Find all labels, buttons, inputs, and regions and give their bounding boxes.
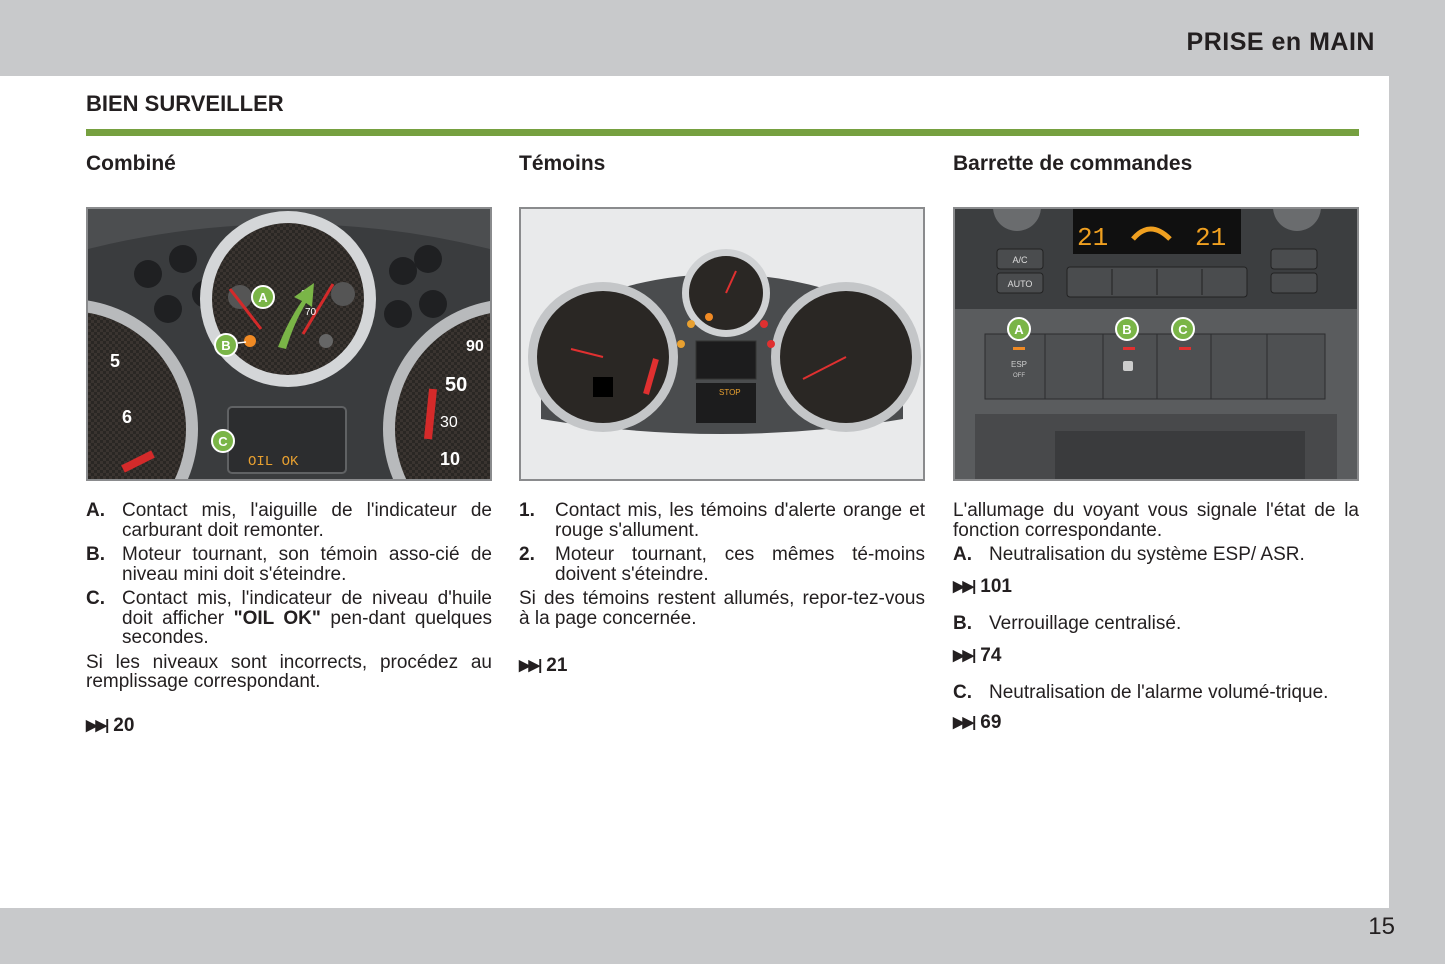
instrument-cluster-photo (86, 207, 492, 481)
chapter-title: PRISE en MAIN (1186, 28, 1375, 56)
list-item (86, 501, 492, 540)
section-title: BIEN SURVEILLER (86, 91, 284, 116)
page-reference-arrow-icon: ▶▶| (953, 646, 975, 664)
svg-text:A: A (1014, 322, 1024, 337)
page-reference-number: 101 (980, 575, 1012, 597)
item-text: Contact mis, l'aiguille de l'indicateur de carburant doit remonter. (122, 500, 492, 541)
item-text: Neutralisation du système ESP/ ASR. (989, 544, 1305, 565)
page-reference[interactable] (953, 713, 1359, 733)
page-reference-arrow-icon: ▶▶| (953, 713, 975, 731)
oil-ok-emphasis: "OIL OK" (233, 607, 321, 629)
item-text: Moteur tournant, son témoin asso-cié de niveau mini doit s'éteindre. (122, 544, 492, 585)
column-combine (86, 150, 492, 735)
callout-a (1008, 318, 1030, 340)
gauge-label: 50 (445, 374, 468, 396)
callout-b (1116, 318, 1138, 340)
list-item (86, 589, 492, 648)
list-item (953, 614, 1359, 634)
svg-text:B: B (221, 338, 231, 353)
list-item (519, 501, 925, 540)
warning-lights-photo (519, 207, 925, 481)
item-text: Neutralisation de l'alarme volumé-trique. (989, 682, 1329, 703)
callout-b (215, 334, 237, 356)
item-text: Verrouillage centralisé. (989, 613, 1182, 634)
intro-paragraph: L'allumage du voyant vous signale l'état de la fonction correspondante. (953, 500, 1359, 541)
gauge-label: 6 (122, 407, 133, 427)
note-paragraph: Si les niveaux sont incorrects, procédez au remplissage correspondant. (86, 651, 492, 692)
page-reference-number: 69 (980, 711, 1002, 733)
side-band (1389, 76, 1445, 908)
item-key: A. (953, 544, 972, 565)
item-key: B. (953, 613, 972, 634)
item-key: C. (953, 682, 972, 703)
column-text (86, 501, 492, 735)
footer-band (0, 908, 1445, 964)
stop-warning-text: STOP (719, 388, 741, 397)
page-reference[interactable] (86, 716, 492, 736)
gauge-label: 10 (440, 449, 461, 469)
item-key: 2. (519, 544, 535, 565)
page-reference-number: 20 (113, 714, 135, 736)
item-text: Contact mis, l'indicateur de niveau d'huile doit afficher "OIL OK" pen-dant quelques secondes. (122, 588, 493, 648)
gauge-label: 5 (110, 351, 121, 371)
oil-display-text: OIL OK (248, 454, 299, 470)
item-key: A. (86, 500, 105, 521)
column-temoins (519, 150, 925, 676)
page-reference-number: 21 (546, 655, 568, 676)
callout-c (212, 430, 234, 452)
page-reference-arrow-icon: ▶▶| (953, 577, 975, 595)
list-item (86, 545, 492, 584)
warning-light-icon (244, 335, 256, 347)
column-title: Témoins (519, 152, 606, 175)
esp-off-label: OFF (1013, 373, 1025, 379)
column-title: Barrette de commandes (953, 152, 1193, 175)
svg-text:C: C (1178, 322, 1188, 337)
svg-text:A: A (258, 290, 268, 305)
page-reference[interactable] (953, 646, 1359, 666)
column-title: Combiné (86, 152, 176, 175)
column-barrette (953, 150, 1359, 732)
gauge-label: 90 (466, 338, 484, 355)
page-reference-arrow-icon: ▶▶| (86, 716, 108, 734)
control-strip-photo (953, 207, 1359, 481)
page-reference[interactable] (953, 577, 1359, 597)
section-divider (86, 129, 1359, 136)
auto-button-label: AUTO (1007, 279, 1033, 289)
item-key: C. (86, 588, 105, 609)
ac-button-label: A/C (1012, 255, 1028, 265)
item-key: B. (86, 544, 105, 565)
column-text (519, 501, 925, 676)
list-item (519, 545, 925, 584)
page-number: 15 (1368, 913, 1395, 940)
item-text: Moteur tournant, ces mêmes té-moins doivent s'éteindre. (555, 544, 925, 585)
svg-text:C: C (218, 434, 228, 449)
page-reference[interactable] (519, 656, 925, 676)
item-text: Contact mis, les témoins d'alerte orange et rouge s'allument. (555, 500, 925, 541)
note-paragraph: Si des témoins restent allumés, repor-tez-vous à la page concernée. (519, 588, 925, 629)
callout-a (252, 286, 274, 308)
svg-text:B: B (1122, 322, 1132, 337)
list-item (953, 545, 1359, 565)
lock-icon (1123, 361, 1133, 371)
gauge-label: 30 (440, 414, 458, 431)
item-key: 1. (519, 500, 535, 521)
page-reference-number: 74 (980, 644, 1002, 666)
list-item (953, 683, 1359, 703)
gauge-label: 70 (305, 307, 317, 318)
page-reference-arrow-icon: ▶▶| (519, 657, 541, 674)
climate-temp-right: 21 (1195, 223, 1227, 253)
column-text (953, 501, 1359, 732)
esp-button-label: ESP (1010, 360, 1028, 369)
callout-c (1172, 318, 1194, 340)
climate-temp-left: 21 (1077, 223, 1109, 253)
